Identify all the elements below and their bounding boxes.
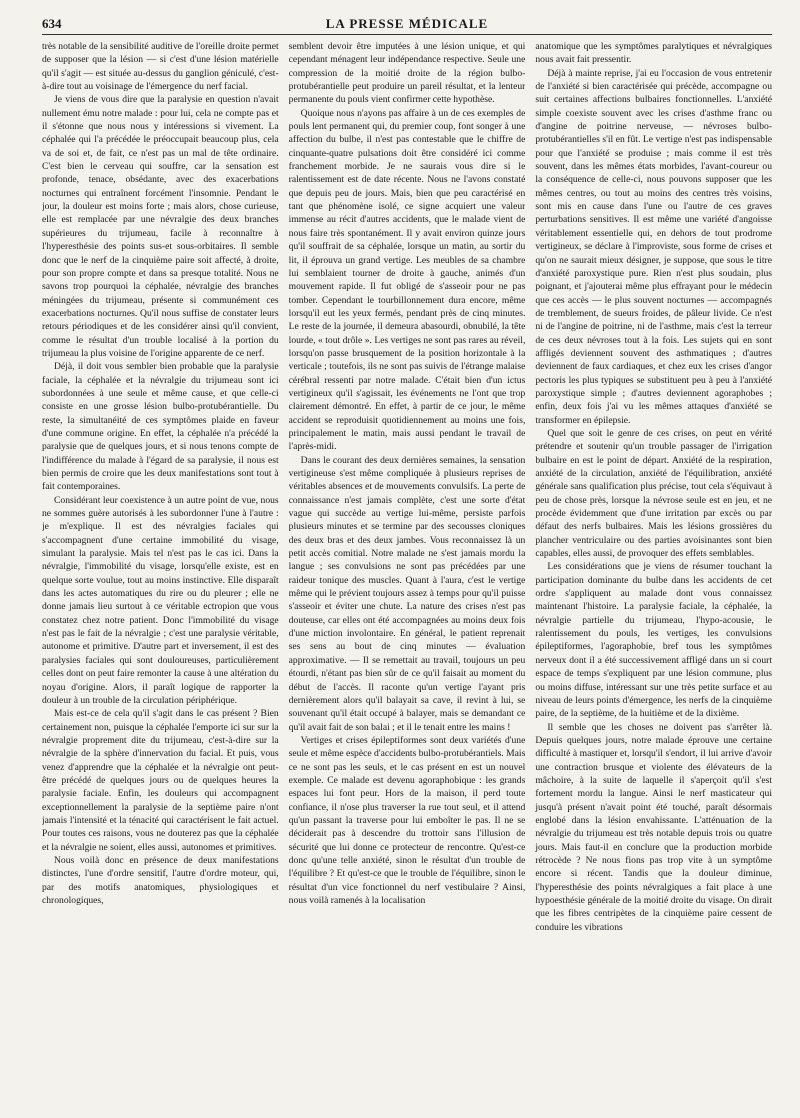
page-number: 634 [42,16,62,31]
text-columns [42,40,772,1112]
paragraph: très notable de la sensibilité auditive de l'oreille droite permet de supposer que la lésion — si c'est d'une lésion matérielle qu'il s'agit — est située au-dessus du ganglion géniculé, c'est-à-dire tout au voisinage de l'émergence du nerf facial. [42,41,279,93]
paragraph: Vertiges et crises épileptiformes sont deux variétés d'une seule et même espèce d'accidents bulbo-protubérantiels. Mais ce ne sont pas les seuls, et le cas présent en est un nouvel exemple. Ce malade est devenu agoraphobique : les grands espaces lui font peur. Hors de la maison, il perd toute confiance, il n'ose plus traverser la rue tout seul, et il attend qu'un passant la traverse pour lui emboîter le pas. Il ne se déciderait pas à descendre du trottoir sans l'illusion de sécurité que lui donne ce protecteur de rencontre. Qu'est-ce donc qu'une telle anxiété, sinon le résultat d'un trouble de l'équilibre ? Et qu'est-ce que le trouble de l'équilibre, sinon le résultat d'un vice fonctionnel du nerf vestibulaire ? Ainsi, nous voilà ramenés à la localisation [288,734,526,906]
column-right [535,40,772,1112]
paragraph: Quoique nous n'ayons pas affaire à un de ces exemples de pouls lent permanent qui, du premier coup, font songer à une affection du bulbe, il n'est pas contestable que le chiffre de cinquante-quatre pulsations doit être considéré ici comme franchement morbide. Je ne saurais vous dire si le ralentissement est de date récente. Nous ne l'avons constaté que depuis peu de jours. Mais, bien que peu caractérisé en tant que phénomène isolé, ce signe acquiert une valeur immense au récit d'autres accidents, que le malade vient de nous faire très spontanément. Il y avait environ quinze jours qu'il souffrait de sa céphalée, lorsque un matin, au sortir du lit, il éprouva un grand vertige. Les meubles de sa chambre lui semblaient tourner de droite à gauche, animés d'un mouvement rapide. Il fut obligé de s'asseoir pour ne pas tomber. Cependant le tourbillonnement dura encore, même lorsqu'il eut les yeux fermés, pendant près de cinq minutes. Le reste de la journée, il demeura abasourdi, obnubilé, la tête lourde, « tout drôle ». Les vertiges ne sont pas rares au réveil, lorsqu'on passe brusquement de la position horizontale à la verticale ; toutefois, ils ne sont pas suivis de l'étrange malaise cérébral ressenti par notre malade. C'était bien d'un ictus vertigineux qu'il s'agissait, les événements ne l'ont que trop clairement démontré. En effet, à partir de ce jour, le même accident se reproduisit quotidiennement au moins une fois, principalement le matin, mais aussi pendant le travail de l'après-midi. [288,107,526,453]
page-header [42,12,772,36]
journal-title: LA PRESSE MÉDICALE [325,16,489,31]
paragraph: Mais est-ce de cela qu'il s'agit dans le cas présent ? Bien certainement non, puisque la céphalée l'emporte ici sur sur la névralgie proprement dite du trijumeau, c'est-à-dire sur la névralgie de la sphère d'innervation du facial. Et puis, vous venez d'apprendre que la céphalée et la névralgie ont peut-être précédé de quelques jours ou de quelques heures la paralysie faciale. Enfin, les douleurs qui accompagnent exceptionnellement la paralysie de la septième paire n'ont jamais l'intensité et la ténacité qui caractérisent le fait actuel. Pour toutes ces raisons, vous ne douterez pas que la céphalée et la névralgie ne soient, elles aussi, autonomes et primitives. [42,708,279,853]
paragraph: Considérant leur coexistence à un autre point de vue, nous ne sommes guère autorisés à les subordonner l'une à l'autre : je m'explique. Il est des névralgies faciales qui s'accompagnent d'une certaine immobilité du visage, simulant la paralysie. Mais tel n'est pas le cas ici. Dans la névralgie, l'immobilité du visage, lorsqu'elle existe, est en quelque sorte voulue, tout au moins instinctive. Elle disparaît dans les actes automatiques du rire ou du pleurer ; elle ne donne jamais lieu surtout à ce véritable ectropion que vous constatez chez notre patient. Donc l'immobilité du visage n'est pas le fait de la névralgie ; c'est une paralysie véritable, autonome et primitive. D'autre part et inversement, il est des paralysies faciales qui sont douloureuses, particulièrement celles dont on peut faire remonter la cause à une altération du noyau d'origine. Alors, il paraît logique de rapporter la douleur à un trouble de la circulation périphérique. [42,494,279,706]
paragraph: Il semble que les choses ne doivent pas s'arrêter là. Depuis quelques jours, notre malade éprouve une certaine difficulté à mastiquer et, lorsqu'il s'endort, il lui arrive d'avoir une contraction brusque et violente des élévateurs de la mâchoire, à la suite de laquelle il s'aperçoit qu'il s'est fortement mordu la langue. Ainsi le nerf masticateur qui jusqu'à présent n'avait point été touché, paraît désormais englobé dans la lésion envahissante. L'atténuation de la névralgie du trijumeau est très notable depuis trois ou quatre jours. Mais faut-il en conclure que la production morbide rétrocède ? Ne nous fions pas trop vite à un symptôme encore si récent. Tandis que la douleur diminue, l'hyperesthésie des points névralgiques a fait place à une hypoesthésie générale de la moitié droite du visage. On dirait que les fibres centripètes de la cinquième paire cessent de conduire les vibrations [535,721,773,933]
column-left [42,40,279,1112]
paragraph: Les considérations que je viens de résumer touchant la participation dominante du bulbe dans les accidents de cet ordre s'appliquent au malade dont vous connaissez maintenant l'histoire. La paralysie faciale, la céphalée, la névralgie partielle du trijumeau, l'hypo-acousie, le ralentissement du pouls, les vertiges, les convulsions épileptiformes, l'agoraphobie, bref tous les symptômes nerveux dont il a été successivement affligé dans un si court espace de temps s'expliquent par une lésion commune, plus ou moins diffuse, intéressant sur une très petite surface et au niveau de leurs points d'émergence, les nerfs de la cinquième paire, de la septième, de la huitième et de la dixième. [535,561,773,720]
paragraph: Nous voilà donc en présence de deux manifestations distinctes, l'une d'ordre sensitif, l'autre d'ordre moteur, qui, par des motifs anatomiques, physiologiques et chronologiques, [42,854,279,906]
paragraph: Déjà, il doit vous sembler bien probable que la paralysie faciale, la céphalée et la névralgie du trijumeau sont ici subordonnées à une seule et même cause, et que celle-ci consiste en une grosse lésion bulbo-protubérantielle. Du reste, la simultanéité de ces symptômes plaide en faveur d'une commune origine. En effet, la céphalée n'a précédé la paralysie que de quelques jours, et si nous tenons compte de l'indifférence du malade à l'égard de sa paralysie, il nous est bien permis de croire que les deux manifestations sont tout à fait contemporaines. [42,361,279,493]
paragraph: Déjà à mainte reprise, j'ai eu l'occasion de vous entretenir de l'anxiété si bien caractérisée qui précède, accompagne ou suit certaines affections bulbaires fonctionnelles. L'anxiété simple coexiste souvent avec les crises d'asthme franc ou d'angine de poitrine nerveuse, — névroses bulbo-protubérantielles s'il en fût. Le vertige n'est pas indispensable pour que l'anxiété se produise ; mais comme il est très souvent, dans les mêmes états morbides, l'avant-coureur ou la conséquence de celle-ci, nous pouvons supposer que les mêmes centres, ou tout au moins des centres très voisins, sont mis en cause dans l'une ou l'autre de ces graves perturbations sensitives. Il est même une variété d'angoisse véritablement essentielle qui, en dehors de tout prodrome vertigineux, se déclare à l'improviste, sous forme de crises et qu'on ne saurait mieux désigner, je suppose, que sous le titre d'anxiété paroxystique pure. Rien n'est plus soudain, plus poignant, et j'ajouterai même plus effrayant pour le médecin que ces accès — le plus souvent nocturnes — accompagnés de tremblement, de sueurs froides, de pâleur livide. Ce n'est ni de l'angine de poitrine, ni de l'asthme, mais c'est la terreur de ces deux névroses tout à la fois. Les sujets qui en sont affligés deviennent souvent des asthmatiques ; d'autres deviennent de faux cardiaques, et chez eux les crises d'angor pectoris les plus typiques se substituent peu à peu à l'anxiété paroxystique simple ; d'autres deviennent agoraphobes ; enfin, deux fois j'ai vu les mêmes attaques d'anxiété se transformer en épilepsie. [535,67,773,426]
column-middle [289,40,526,1112]
paragraph: Dans le courant des deux dernières semaines, la sensation vertigineuse s'est même compliquée à plusieurs reprises de véritables absences et de mouvements convulsifs. La perte de connaissance n'est jamais complète, c'est une sorte d'état vague qui succède au vertige lui-même, persiste parfois plusieurs minutes et se termine par des secousses cloniques des deux bras et des deux jambes. Vous reconnaissez là un petit accès comitial. Notre malade ne s'est jamais mordu la langue ; ses convulsions ne sont pas précédées par une raideur tonique des muscles. Quant à l'aura, c'est le vertige même qui le prévient toujours assez à temps pour qu'il puisse s'asseoir et éviter une chute. La nature des crises n'est pas douteuse, car elles ont été accompagnées au moins deux fois d'une miction involontaire. En général, le patient reprenait ses sens au bout de cinq minutes — évaluation approximative. — Il se remettait au travail, toujours un peu étourdi, n'étant pas bien sûr de ce qu'il faisait au moment du début de l'accès. Il raconte qu'un vertige l'ayant pris dernièrement alors qu'il balayait sa cave, il revint à lui, se souvenant qu'il était occupé à balayer, mais se demandant ce qu'il avait fait de son balai ; et il le tenait entre les mains ! [288,454,526,733]
paragraph: Quel que soit le genre de ces crises, on peut en vérité prétendre et soutenir qu'un trouble passager de l'irrigation bulbaire en est le point de départ. Anxiété de la respiration, anxiété de la circulation, anxiété de l'équilibration, anxiété générale sans qualification plus précise, tout cela s'équivaut à peu de chose près, lorsque la névrose seule est en jeu, et ne procède évidemment que d'une irritation par excès ou par défaut des nerfs bulbaires. Mais les lésions grossières du plancher ventriculaire ou des parties avoisinantes sont bien capables, elles aussi, de provoquer des effets semblables. [535,427,773,560]
paragraph: anatomique que les symptômes paralytiques et névralgiques nous avait fait pressentir. [535,41,773,66]
paragraph: semblent devoir être imputées à une lésion unique, et qui cependant ménagent leur indépendance respective. Seule une compression de la moitié droite de la région bulbo-protubérantielle peut produire un pareil résultat, et la lenteur permanente du pouls vient confirmer cette hypothèse. [288,41,526,106]
paragraph: Je viens de vous dire que la paralysie en question n'avait nullement ému notre malade : pour lui, cela ne compte pas et il s'étonne que nous nous y intéressions si vivement. La céphalée qui l'a précédée le préoccupait beaucoup plus, cela va de soi et, de fait, ce n'est pas un mal de tête ordinaire. C'est bien le cerveau qui souffre, car la sensation est profonde, tenace, obsédante, avec des exacerbations nocturnes qui entraînent forcément l'insomnie. Pendant le jour, la douleur est moins forte ; mais alors, chose curieuse, elle est remplacée par une névralgie des deux branches supérieures du trijumeau, facile à reconnaître à l'hyperesthésie des points sus-et sous-orbitaires. Il semble donc que le nerf de la cinquième paire soit affecté, à droite, pour son propre compte et dans sa presque totalité. Nous ne savons trop pourquoi la céphalée, névralgie des branches méningées du trijumeau, présente si communément ces exacerbations nocturnes. Qu'il nous suffise de constater leurs retours périodiques et de les considérer ainsi qu'il convient, comme le résultat d'un trouble localisé à la portion du trijumeau la plus voisine de l'origine apparente de ce nerf. [42,94,279,359]
header-rule [42,34,772,35]
